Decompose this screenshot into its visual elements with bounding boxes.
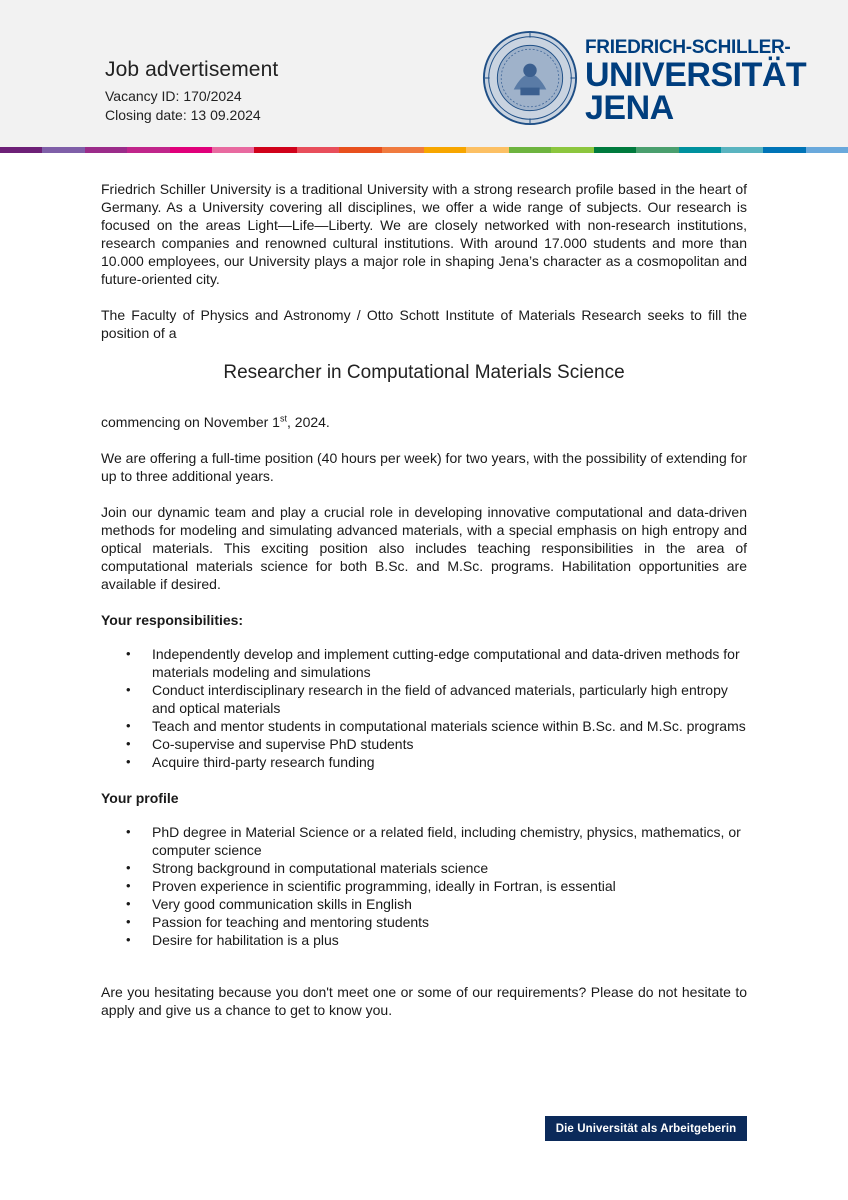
list-item: • Desire for habilitation is a plus	[101, 931, 747, 949]
color-stripe-segment	[42, 147, 84, 153]
list-item: • Passion for teaching and mentoring students	[101, 913, 747, 931]
start-date-prefix: commencing on November 1	[101, 414, 280, 430]
university-logo	[585, 38, 806, 125]
color-stripe-segment	[297, 147, 339, 153]
list-item: • Conduct interdisciplinary research in the field of advanced materials, particularly high entropy and optical materials	[101, 681, 747, 717]
offer-paragraph: We are offering a full-time position (40 hours per week) for two years, with the possibility of extending for up to three additional years.	[101, 450, 747, 484]
list-item: • Strong background in computational materials science	[101, 859, 747, 877]
closing-paragraph: Are you hesitating because you don't meet one or some of our requirements? Please do not hesitate to apply and give us a chance to get to know you.	[101, 984, 747, 1018]
responsibilities-list	[101, 645, 747, 771]
logo-line-2: UNIVERSITÄT	[585, 56, 807, 94]
list-item: • Co-supervise and supervise PhD students	[101, 735, 747, 753]
list-item: • Teach and mentor students in computational materials science within B.Sc. and M.Sc. programs	[101, 717, 747, 735]
profile-list	[101, 823, 747, 949]
color-stripe-segment	[551, 147, 593, 153]
ad-body	[101, 180, 747, 1019]
logo-line-1: FRIEDRICH-SCHILLER-	[585, 37, 791, 58]
list-item: • PhD degree in Material Science or a related field, including chemistry, physics, mathematics, or computer science	[101, 823, 747, 859]
list-item: • Very good communication skills in English	[101, 895, 747, 913]
page-header	[0, 0, 848, 147]
color-stripe	[0, 147, 848, 153]
color-stripe-segment	[254, 147, 296, 153]
list-item: • Acquire third-party research funding	[101, 753, 747, 771]
color-stripe-segment	[212, 147, 254, 153]
color-stripe-segment	[127, 147, 169, 153]
description-paragraph: Join our dynamic team and play a crucial role in developing innovative computational and data-driven methods for modeling and simulating advanced materials, with a special emphasis on high entropy and optical materials. This exciting position also includes teaching responsibilities in the area of computational materials science for both B.Sc. and M.Sc. programs. Habilitation opportunities are available if desired.	[101, 504, 747, 592]
profile-heading: Your profile	[101, 790, 179, 806]
color-stripe-segment	[424, 147, 466, 153]
faculty-paragraph: The Faculty of Physics and Astronomy / Otto Schott Institute of Materials Research seeks to fill the position of a	[101, 307, 747, 341]
color-stripe-segment	[763, 147, 805, 153]
color-stripe-segment	[636, 147, 678, 153]
employer-badge: Die Universität als Arbeitgeberin	[545, 1116, 747, 1141]
color-stripe-segment	[509, 147, 551, 153]
position-title: Researcher in Computational Materials Science	[223, 362, 625, 383]
color-stripe-segment	[85, 147, 127, 153]
vacancy-id: Vacancy ID: 170/2024	[105, 88, 242, 104]
intro-paragraph: Friedrich Schiller University is a traditional University with a strong research profile based in the heart of Germany. As a University covering all disciplines, we offer a wide range of subjects. Our research is focused on the areas Light—Life—Liberty. We are closely networked with non-research institutions, research companies and renowned cultural institutions. With around 17.000 students and more than 10.000 employees, our University plays a major role in shaping Jena’s character as a cosmopolitan and future-oriented city.	[101, 181, 747, 287]
color-stripe-segment	[382, 147, 424, 153]
color-stripe-segment	[466, 147, 508, 153]
color-stripe-segment	[594, 147, 636, 153]
list-item: • Proven experience in scientific programming, ideally in Fortran, is essential	[101, 877, 747, 895]
list-item: • Independently develop and implement cutting-edge computational and data-driven methods for materials modeling and simulations	[101, 645, 747, 681]
color-stripe-segment	[170, 147, 212, 153]
document-title: Job advertisement	[105, 58, 279, 81]
start-date-sup: st	[279, 413, 287, 424]
logo-line-3: JENA	[585, 89, 674, 127]
color-stripe-segment	[679, 147, 721, 153]
university-seal-icon	[482, 30, 578, 126]
responsibilities-heading: Your responsibilities:	[101, 612, 244, 628]
color-stripe-segment	[721, 147, 763, 153]
color-stripe-segment	[806, 147, 848, 153]
color-stripe-segment	[339, 147, 381, 153]
color-stripe-segment	[0, 147, 42, 153]
closing-date: Closing date: 13 09.2024	[105, 107, 261, 123]
start-date	[101, 413, 747, 431]
start-date-suffix: , 2024.	[287, 414, 330, 430]
